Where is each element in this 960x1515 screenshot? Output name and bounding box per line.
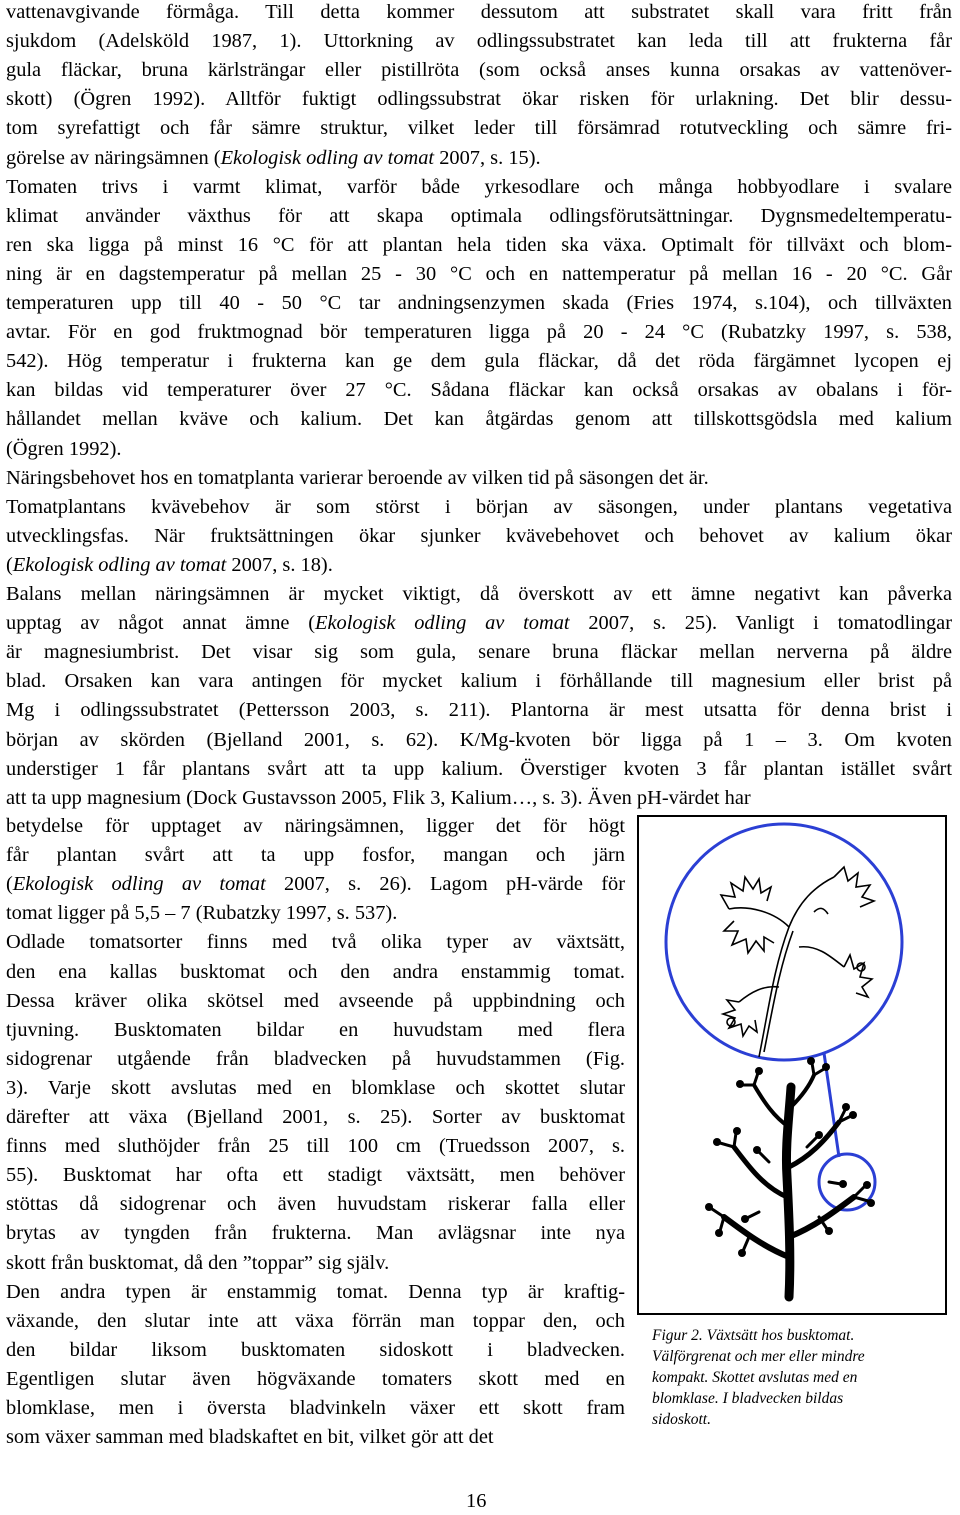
text-line: understiger 1 får plantans svårt att ta upp kalium. Överstiger kvoten 3 får plantan istället svårt: [6, 757, 952, 780]
text-line: upptag av något annat ämne (Ekologisk odling av tomat 2007, s. 25). Vanligt i tomatodlingar: [6, 612, 952, 635]
text-line: (Ögren 1992).: [6, 437, 122, 460]
text-line: blad. Orsaken kan vara antingen för mycket kalium i förhållande till magnesium eller brist på: [6, 670, 952, 693]
text-line: den ena kallas busktomat och den andra enstammig tomat.: [6, 960, 625, 983]
text-line: sjukdom (Adelsköld 1987, 1). Uttorkning av odlingssubstratet kan leda till att frukterna får: [6, 30, 952, 53]
text-line: skott) (Ögren 1992). Alltför fuktigt odlingssubstrat ökar risken för urlakning. Det blir dessu-: [6, 88, 952, 111]
text-line: därefter att växa (Bjelland 2001, s. 25). Sorter av busktomat: [6, 1106, 625, 1128]
text-line: brytas av tyngden från frukterna. Man avlägsnar inte nya: [6, 1222, 625, 1245]
text-line: 3). Varje skott avslutas med en blomklase och skottet slutar: [6, 1076, 625, 1099]
text-line: 55). Busktomat har ofta ett stadigt växtsätt, men behöver: [6, 1164, 625, 1187]
text-line: vattenavgivande förmåga. Till detta kommer dessutom att substratet skall vara fritt från: [6, 1, 952, 23]
text-line: som växer samman med bladskaftet en bit, vilket gör att det: [6, 1426, 494, 1449]
text-line: 542). Hög temperatur i frukterna kan ge dem gula fläckar, då det röda färgämnet lycopen ej: [6, 350, 952, 373]
text-line: skott från busktomat, då den ”toppar” sig själv.: [6, 1251, 390, 1274]
text-line: gula fläckar, bruna kärlsträngar eller pistillröta (som också anses kunna orsakas av vattenöver-: [6, 59, 952, 82]
text-line: får plantan svårt att ta upp fosfor, mangan och järn: [6, 844, 625, 867]
text-line: temperaturen upp till 40 - 50 °C tar andningsenzymen skada (Fries 1974, s.104), och tillväxten: [6, 292, 952, 314]
text-line: Tomaten trivs i varmt klimat, varför både yrkesodlare och många hobbyodlare i svalare: [6, 175, 952, 198]
text-line: utvecklingsfas. När fruktsättningen ökar sjunker kvävebehovet och behovet av kalium ökar: [6, 524, 952, 547]
text-line: Den andra typen är enstammig tomat. Denna typ är kraftig-: [6, 1280, 625, 1303]
caption-line: Figur 2. Växtsätt hos busktomat.: [652, 1327, 855, 1344]
text-line: Tomatplantans kvävebehov är som störst i början av säsongen, under plantans vegetativa: [6, 495, 952, 518]
text-line: (Ekologisk odling av tomat 2007, s. 26). Lagom pH-värde för: [6, 873, 625, 896]
figure-caption: [652, 1325, 947, 1430]
text-line: Dessa kräver olika skötsel med avseende på uppbindning och: [6, 989, 625, 1012]
text-line: Mg i odlingssubstratet (Pettersson 2003, s. 211). Plantorna är mest utsatta för denna brist i: [6, 699, 952, 722]
plant-drawing: [639, 817, 945, 1313]
text-line: klimat använder växthus för att skapa optimala odlingsförutsättningar. Dygnsmedeltemperatu-: [6, 204, 952, 227]
text-line: tom syrefattigt och får sämre struktur, vilket leder till försämrad rotutveckling och sämre fri-: [6, 117, 952, 140]
text-line: är magnesiumbrist. Det visar sig som gula, senare bruna fläckar mellan nerverna på äldre: [6, 641, 952, 664]
caption-line: Välförgrenat och mer eller mindre: [652, 1348, 865, 1365]
magnified-shoot: [721, 867, 874, 1057]
text-line: Näringsbehovet hos en tomatplanta varierar beroende av vilken tid på säsongen det är.: [6, 466, 709, 489]
text-line: Egentligen slutar även högväxande tomaters skott med en: [6, 1367, 625, 1390]
text-line: görelse av näringsämnen (Ekologisk odling av tomat 2007, s. 15).: [6, 146, 541, 169]
text-line: växande, den slutar inte att växa förrän man toppar den, och: [6, 1309, 625, 1332]
text-line: blomklase, men i översta bladvinkeln växer ett skott fram: [6, 1397, 625, 1419]
text-line: ning är en dagstemperatur på mellan 25 - 30 °C och en nattemperatur på mellan 16 - 20 °C. Går: [6, 262, 952, 285]
text-line: den bildar liksom busktomaten sidoskott i bladvecken.: [6, 1338, 625, 1361]
text-line: (Ekologisk odling av tomat 2007, s. 18).: [6, 553, 333, 576]
text-line: finns med sluthöjder från 25 till 100 cm (Truedsson 2007, s.: [6, 1135, 625, 1158]
text-line: sidogrenar utgående från bladvecken på huvudstammen (Fig.: [6, 1047, 625, 1070]
page-number: 16: [466, 1490, 487, 1512]
text-line: tomat ligger på 5,5 – 7 (Rubatzky 1997, s. 537).: [6, 902, 398, 925]
caption-line: blomklase. I bladvecken bildas: [652, 1390, 844, 1407]
figure-2-bush-tomato-illustration: [637, 815, 947, 1315]
caption-line: sidoskott.: [652, 1411, 711, 1428]
text-line: ren ska ligga på minst 16 °C för att plantan hela tiden ska växa. Optimalt för tillväxt och blom-: [6, 233, 952, 256]
text-line: kan bildas vid temperaturer över 27 °C. Sådana fläckar kan också orsakas av obalans i för-: [6, 379, 952, 402]
text-line: avtar. För en god fruktmognad bör temperaturen ligga på 20 - 24 °C (Rubatzky 1997, s. 538,: [6, 321, 952, 344]
text-line: hållandet mellan kväve och kalium. Det kan åtgärdas genom att tillskottsgödsla med kalium: [6, 408, 952, 431]
text-line: betydelse för upptaget av näringsämnen, ligger det för högt: [6, 815, 625, 837]
text-line: stöttas då sidogrenar och även huvudstam riskerar falla eller: [6, 1193, 625, 1216]
text-line: Balans mellan näringsämnen är mycket viktigt, då överskott av ett ämne negativt kan påverka: [6, 583, 952, 605]
caption-line: kompakt. Skottet avslutas med en: [652, 1369, 858, 1386]
bush-silhouette: [712, 1063, 868, 1297]
text-line: att ta upp magnesium (Dock Gustavsson 2005, Flik 3, Kalium…, s. 3). Även pH-värdet har: [6, 786, 751, 809]
text-line: Odlade tomatsorter finns med två olika typer av växtsätt,: [6, 931, 625, 954]
text-line: tjuvning. Busktomaten bildar en huvudstam med flera: [6, 1018, 625, 1041]
text-line: början av skörden (Bjelland 2001, s. 62). K/Mg-kvoten bör ligga på 1 – 3. Om kvoten: [6, 728, 952, 751]
